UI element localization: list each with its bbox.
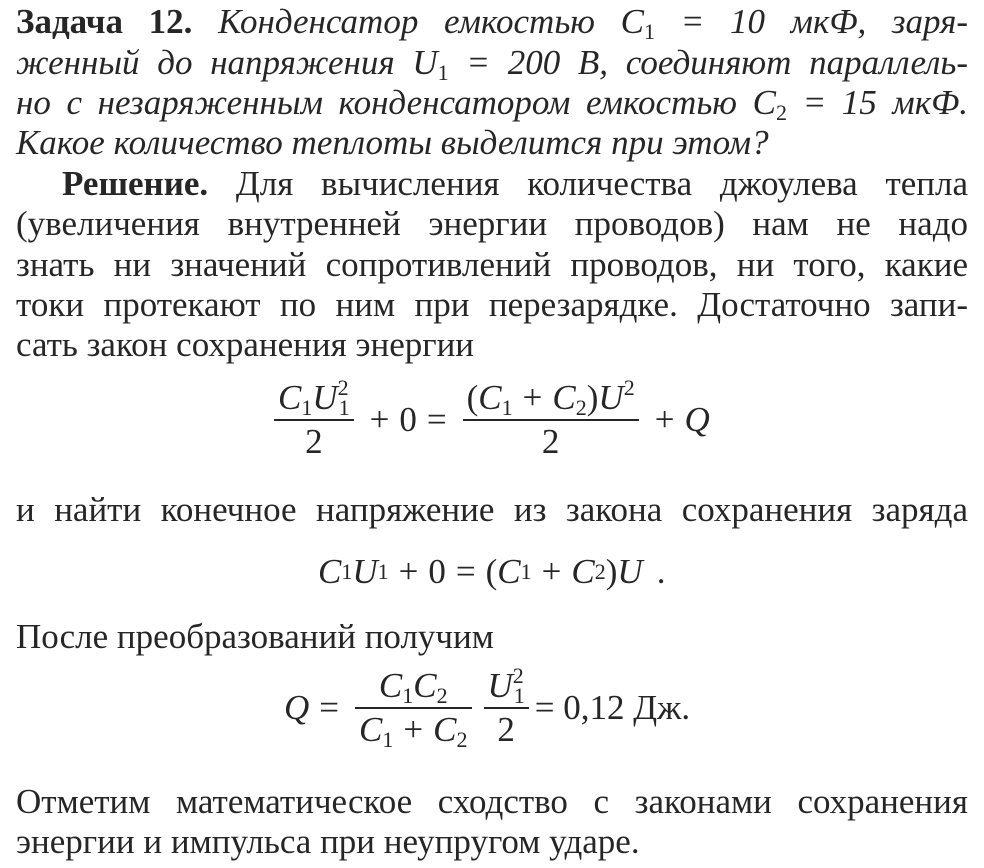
solution-line-4 [16,285,968,325]
solution-text: (увеличения внутренней энергии проводов) нам не надо [16,204,968,243]
after-transform-text: После преобразований получим [16,617,494,656]
task-text: женный до напряжения [16,43,395,82]
fraction-capacitance: $\frac{C_1C_2}{C_1 + C_2}$ [355,665,471,751]
result-value: = 0,12 Дж. [534,688,691,727]
symbol-u1: $U_1$ [412,43,449,85]
task-c2-value: = 15 мкФ. [802,83,969,122]
result-equation: Q = $\frac{C_1C_2}{C_1 + C_2}$ $\frac{U^2_1}{2}$ = 0,12 Дж. [284,663,691,752]
solution-line-2 [16,204,968,244]
task-text: Конденсатор емкостью [218,2,595,41]
solution-line-3 [16,245,968,285]
charge-law-line [16,490,968,530]
fraction-initial-energy: $\frac{C_1U^2_1}{2}$ [274,377,354,463]
solution-label: Решение. [62,164,209,203]
solution-line-1 [62,164,968,204]
energy-equation: $\frac{C_1U^2_1}{2}$ + 0 = $\frac{(C_1 + C_2)U^2}{2}$ + Q [268,372,710,468]
task-line-2 [16,43,968,83]
task-text: но с незаряженным конденсатором емкостью [16,83,737,122]
fraction-final-energy: $\frac{(C_1 + C_2)U^2}{2}$ [463,377,639,463]
task-text: Какое количество теплоты выделится при этом? [16,123,769,162]
task-line-1 [16,2,968,42]
closing-text: энергии и импульса при неупругом ударе. [16,822,640,861]
symbol-c1: $C_1$ [620,2,655,44]
closing-line-2 [16,822,968,862]
task-c1-value: = 10 мкФ, заря- [680,2,969,41]
charge-law-text: и найти конечное напряжение из закона сохранения заряда [16,490,968,529]
charge-equation: C 1 U 1 + 0 = ( C 1 + C 2 ) U . [318,552,666,591]
solution-text: токи протекают по ним при перезарядке. Достаточно запи- [16,285,968,324]
task-title: Задача 12. [16,2,193,41]
fraction-voltage: $\frac{U^2_1}{2}$ [484,665,529,751]
closing-line-1 [16,782,968,822]
solution-text: сать закон сохранения энергии [16,325,475,364]
solution-text: Для вычисления количества джоулева тепла [235,164,969,203]
task-line-4 [16,123,968,163]
symbol-c2: $C_2$ [752,83,787,125]
closing-text: Отметим математическое сходство с законами сохранения [16,782,968,821]
after-transform-line [16,617,968,657]
solution-line-5 [16,325,968,365]
solution-text: знать ни значений сопротивлений проводов, ни того, какие [16,245,968,284]
task-u1-value: = 200 В, соединяют параллель- [466,43,968,82]
task-line-3 [16,83,968,123]
